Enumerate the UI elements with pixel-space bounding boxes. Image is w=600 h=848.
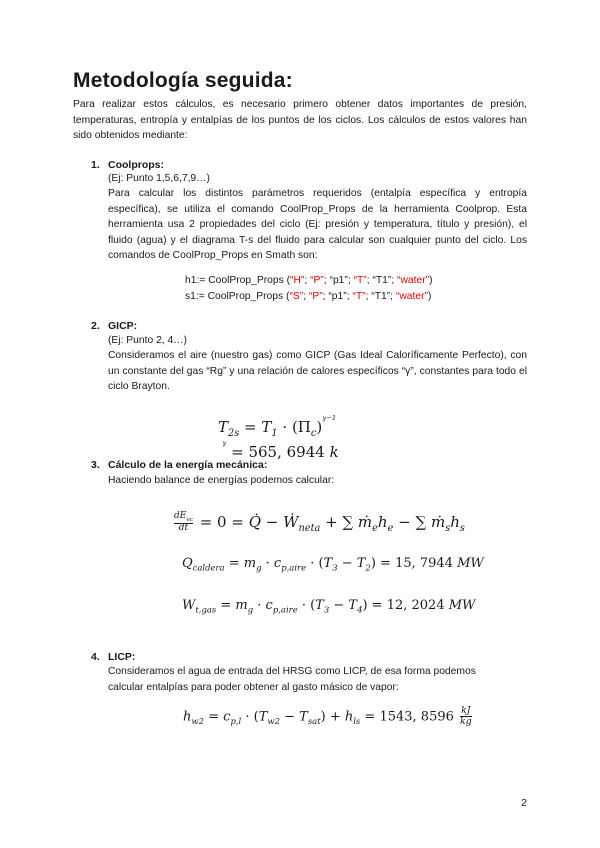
equation-t2s: $T_{2s} = T_1 \cdot (\Pi_c)^{\gamma-1 \gamma} = 565$, 6944 k: [218, 414, 339, 461]
item-title: LICP:: [108, 651, 136, 663]
item-coolprops-heading: [91, 159, 164, 171]
item-coolprops-text: Para calcular los distintos parámetros requeridos (entalpía específica y entropía específica), se utiliza el comando CoolProp_Props de la herramienta Coolprop. Esta herramienta usa 2 propiedades del ciclo (Ej: presión y temperatura, título y presión), el fluido (agua) y el diagrama T-s del fluido para calcular son cualquier punto del ciclo. Los comandos de CoolProp_Props en Smath son:: [108, 188, 527, 262]
item-gicp-text: Consideramos el aire (nuestro gas) como GICP (Gas Ideal Caloríficamente Perfecto), con un constante del gas “Rg” y una relación de calores específicos “γ”, constantes para todo el ciclo Brayton.: [108, 350, 527, 393]
item-title: Cálculo de la energía mecánica:: [108, 459, 268, 471]
intro-paragraph: Para realizar estos cálculos, es necesario primero obtener datos importantes de presión, temperaturas, entropía y entalpías de los puntos de los ciclos. Los cálculos de estos valores han sido obtenidos mediante:: [73, 99, 527, 142]
coolprop-command-h1: h1:= CoolProp_Props (“H”; “P”; “p1”; “T”; “T1”; “water”): [185, 275, 433, 286]
coolprop-command-s1: s1:= CoolProp_Props (“S”; “P”; “p1”; “T”; “T1”; “water”): [185, 291, 432, 302]
equation-q-caldera: $Q_{caldera} = m_g \cdot c_{p,aire} \cdot (T_3 - T_2) = 15$, 7944 MW: [182, 556, 484, 573]
item-energia-heading: [91, 459, 267, 471]
page-number: 2: [521, 797, 527, 809]
item-coolprops-example: (Ej: Punto 1,5,6,7,9…): [108, 173, 210, 184]
equation-energy-balance: $\frac{dE_{vc}}{dt}$ = 0 = Q̇ − Ẇ$_{neta}$ + ∑ $ṁ_eh_e$ − ∑ $ṁ_sh_s$: [174, 511, 465, 535]
item-energia-text: Haciendo balance de energías podemos calcular:: [108, 475, 335, 486]
equation-hw2: $h_{w2} = c_{p,l} \cdot (T_{w2} - T_{sat}) + h_{ls} = 1543$, 8596 $\frac{kJ}{kg}$: [183, 705, 472, 728]
section-title: Metodología seguida:: [73, 69, 293, 92]
item-licp-text: Consideramos el agua de entrada del HRSG como LICP, de esa forma podemos calcular entalpías para poder obtener al gasto másico de vapor:: [108, 666, 476, 693]
equation-w-tgas: $W_{t,gas} = m_g \cdot c_{p,aire} \cdot (T_3 - T_4) = 12$, 2024 MW: [182, 598, 476, 615]
item-gicp-heading: [91, 320, 137, 332]
item-number: 4.: [91, 651, 100, 663]
item-number: 2.: [91, 320, 100, 332]
item-licp-heading: [91, 651, 135, 663]
item-number: 3.: [91, 459, 100, 471]
item-title: Coolprops:: [108, 159, 164, 171]
item-title: GICP:: [108, 320, 138, 332]
item-number: 1.: [91, 159, 100, 171]
item-gicp-example: (Ej: Punto 2, 4…): [108, 335, 187, 346]
